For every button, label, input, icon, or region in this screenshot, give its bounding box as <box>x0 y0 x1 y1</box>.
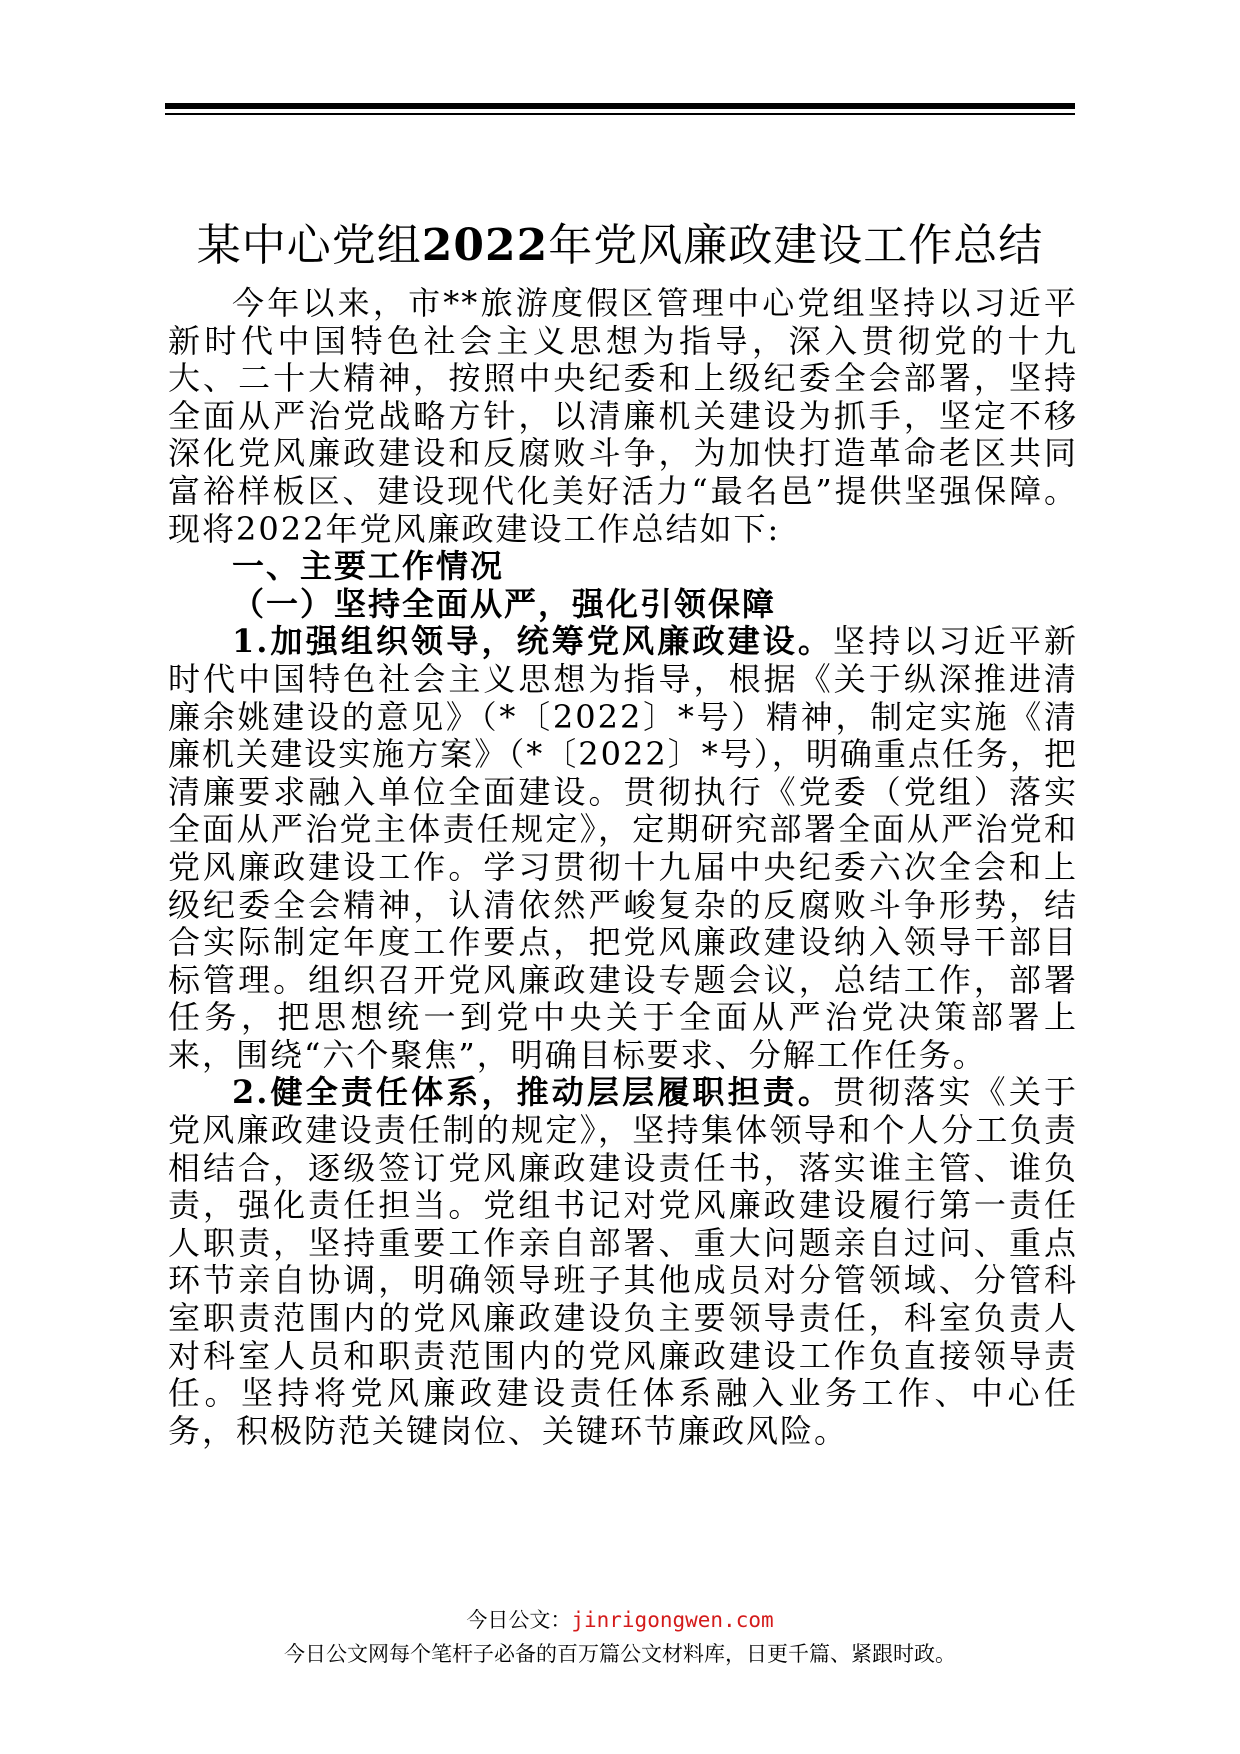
section-heading: 一、主要工作情况 <box>232 547 505 586</box>
item-2-body: 贯彻落实《关于党风廉政建设责任制的规定》，坚持集体领导和个人分工负责相结合，逐级签订党风廉政建设责任书，落实谁主管、谁负责，强化责任担当。党组书记对党风廉政建设履行第一责任人职责，坚持重要工作亲自部署、重大问题亲自过问、重点环节亲自协调，明确领导班子其他成员对分管领域、分管科室职责范围内的党风廉政建设负主要领导责任，科室负责人对科室人员和职责范围内的党风廉政建设工作负直接领导责任。坚持将党风廉政建设责任体系融入业务工作、中心任务，积极防范关键岗位、关键环节廉政风险。 <box>168 1073 1078 1450</box>
subsection-heading: （一）坚持全面从严，强化引领保障 <box>232 584 777 623</box>
document-body <box>168 285 1078 1450</box>
footer-link[interactable]: jinrigongwen.com <box>571 1608 774 1632</box>
title-prefix: 某中心党组 <box>196 220 422 271</box>
document-title <box>165 218 1075 274</box>
item-1-lead: 1.加强组织领导，统筹党风廉政建设。 <box>232 622 834 661</box>
footer-source <box>0 1604 1240 1634</box>
item-1-paragraph <box>168 623 1078 1074</box>
header-rule-thin <box>165 113 1075 115</box>
intro-paragraph: 今年以来，市**旅游度假区管理中心党组坚持以习近平新时代中国特色社会主义思想为指导，深入贯彻党的十九大、二十大精神，按照中央纪委和上级纪委全会部署，坚持全面从严治党战略方针，以清廉机关建设为抓手，坚定不移深化党风廉政建设和反腐败斗争，为加快打造革命老区共同富裕样板区、建设现代化美好活力“最名邑”提供坚强保障。现将2022年党风廉政建设工作总结如下: <box>168 284 1078 548</box>
title-year: 2022 <box>421 220 549 271</box>
item-2-lead: 2.健全责任体系，推动层层履职担责。 <box>232 1073 834 1112</box>
footer-label: 今日公文： <box>466 1608 572 1632</box>
footer-slogan: 今日公文网每个笔杆子必备的百万篇公文材料库，日更千篇、紧跟时政。 <box>284 1642 956 1666</box>
item-1-body: 坚持以习近平新时代中国特色社会主义思想为指导，根据《关于纵深推进清廉余姚建设的意见》（*〔2022〕*号）精神，制定实施《清廉机关建设实施方案》（*〔2022〕*号），明确重点任务，把清廉要求融入单位全面建设。贯彻执行《党委（党组）落实全面从严治党主体责任规定》，定期研究部署全面从严治党和党风廉政建设工作。学习贯彻十九届中央纪委六次全会和上级纪委全会精神，认清依然严峻复杂的反腐败斗争形势，结合实际制定年度工作要点，把党风廉政建设纳入领导干部目标管理。组织召开党风廉政建设专题会议，总结工作，部署任务，把思想统一到党中央关于全面从严治党决策部署上来，围绕“六个聚焦”，明确目标要求、分解工作任务。 <box>168 622 1078 1074</box>
item-2-paragraph <box>168 1074 1078 1450</box>
header-rule-thick <box>165 103 1075 109</box>
title-suffix: 年党风廉政建设工作总结 <box>548 220 1044 271</box>
